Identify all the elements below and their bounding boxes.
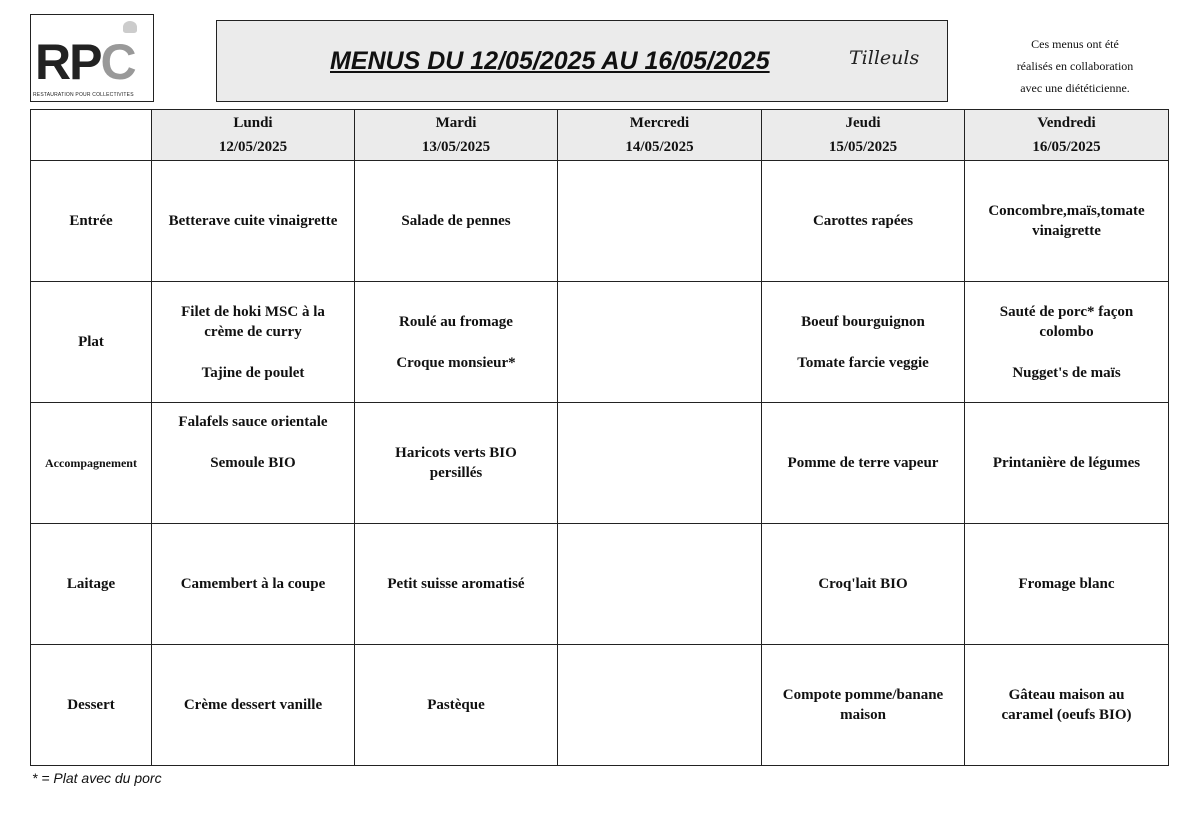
menu-cell xyxy=(558,403,762,524)
dish-line xyxy=(156,342,350,363)
menu-cell xyxy=(558,645,762,766)
dish-line xyxy=(156,494,350,515)
menu-cell xyxy=(762,282,965,403)
pork-footnote: * = Plat avec du porc xyxy=(32,770,162,786)
logo-text: RPC xyxy=(35,34,135,90)
dish-line: Crème dessert vanille xyxy=(183,697,323,713)
dish-line xyxy=(156,432,350,453)
note-line: Ces menus ont été xyxy=(1031,37,1119,51)
menu-cell xyxy=(965,161,1169,282)
dish-line: Petit suisse aromatisé xyxy=(387,576,525,592)
dish-line: Croque monsieur* xyxy=(396,354,516,371)
menu-cell xyxy=(965,282,1169,403)
dish-line: crème de curry xyxy=(204,323,302,340)
menu-row xyxy=(31,282,1169,403)
dish-line: Salade de pennes xyxy=(401,213,511,229)
menu-cell xyxy=(762,161,965,282)
day-header-row xyxy=(31,110,1169,161)
dish-line: Camembert à la coupe xyxy=(180,576,326,592)
dish-line xyxy=(156,473,350,494)
menu-row xyxy=(31,161,1169,282)
dish-line: Pastèque xyxy=(427,697,485,713)
corner-cell xyxy=(31,110,152,161)
course-label: Laitage xyxy=(31,524,152,645)
dish-line: Nugget's de maïs xyxy=(1012,364,1121,381)
day-header: Lundi 12/05/2025 xyxy=(152,110,355,161)
menu-row xyxy=(31,524,1169,645)
menu-cell xyxy=(965,645,1169,766)
chef-hat-icon xyxy=(123,21,137,33)
logo-subtitle: RESTAURATION POUR COLLECTIVITES xyxy=(33,92,134,98)
menu-cell xyxy=(965,524,1169,645)
dish-line xyxy=(969,342,1164,363)
menu-cell xyxy=(558,282,762,403)
note-line: avec une diététicienne. xyxy=(1020,81,1130,95)
dish-line: Pomme de terre vapeur xyxy=(787,455,939,471)
dish-line xyxy=(359,332,553,353)
dish-line: Tomate farcie veggie xyxy=(797,354,929,371)
rpc-logo xyxy=(30,14,154,102)
day-header: Mardi 13/05/2025 xyxy=(355,110,558,161)
title-box xyxy=(216,20,948,102)
dish-line: maison xyxy=(840,707,886,723)
menu-cell xyxy=(762,645,965,766)
menu-cell xyxy=(355,161,558,282)
menu-table xyxy=(30,109,1169,766)
menu-cell xyxy=(152,282,355,403)
dish-line: persillés xyxy=(429,465,483,481)
menu-cell xyxy=(558,161,762,282)
dish-line: Betterave cuite vinaigrette xyxy=(168,213,338,229)
dish-line: Filet de hoki MSC à la xyxy=(181,303,325,320)
dish-line: caramel (oeufs BIO) xyxy=(1001,707,1132,723)
menu-cell xyxy=(355,403,558,524)
page-title: MENUS DU 12/05/2025 AU 16/05/2025 xyxy=(330,47,770,75)
site-handwritten-label: Tilleuls xyxy=(849,47,920,69)
menu-cell xyxy=(355,524,558,645)
course-label: Plat xyxy=(31,282,152,403)
dish-line: Gâteau maison au xyxy=(1008,687,1125,703)
dish-line: Carottes rapées xyxy=(812,213,914,229)
dish-line: vinaigrette xyxy=(1032,223,1101,239)
dish-line: Croq'lait BIO xyxy=(818,576,908,592)
menu-cell xyxy=(355,645,558,766)
day-header: Jeudi 15/05/2025 xyxy=(762,110,965,161)
dish-line: Sauté de porc* façon xyxy=(999,303,1134,320)
menu-cell xyxy=(558,524,762,645)
dish-line: Falafels sauce orientale xyxy=(178,413,328,430)
course-label: Accompagnement xyxy=(31,403,152,524)
dish-line: Concombre,maïs,tomate xyxy=(988,203,1145,219)
menu-cell xyxy=(762,403,965,524)
menu-cell xyxy=(152,645,355,766)
menu-cell xyxy=(762,524,965,645)
day-header: Mercredi 14/05/2025 xyxy=(558,110,762,161)
menu-cell xyxy=(152,161,355,282)
menu-cell xyxy=(152,403,355,524)
note-line: réalisés en collaboration xyxy=(1016,59,1134,73)
dish-line: Compote pomme/banane xyxy=(782,687,944,703)
menu-row xyxy=(31,403,1169,524)
menu-cell xyxy=(355,282,558,403)
course-label: Dessert xyxy=(31,645,152,766)
course-label: Entrée xyxy=(31,161,152,282)
dish-line: Boeuf bourguignon xyxy=(801,313,925,330)
dish-line: Haricots verts BIO xyxy=(395,445,517,461)
dish-line: colombo xyxy=(1039,323,1094,340)
dish-line xyxy=(766,332,960,353)
menu-cell xyxy=(965,403,1169,524)
dish-line: Printanière de légumes xyxy=(992,455,1141,471)
dish-line: Semoule BIO xyxy=(210,454,296,471)
menu-row xyxy=(31,645,1169,766)
menu-cell xyxy=(152,524,355,645)
dish-line: Roulé au fromage xyxy=(399,313,513,330)
day-header: Vendredi 16/05/2025 xyxy=(965,110,1169,161)
dish-line: Tajine de poulet xyxy=(201,364,305,381)
dish-line: Fromage blanc xyxy=(1018,576,1115,592)
dietitian-note xyxy=(990,33,1160,99)
